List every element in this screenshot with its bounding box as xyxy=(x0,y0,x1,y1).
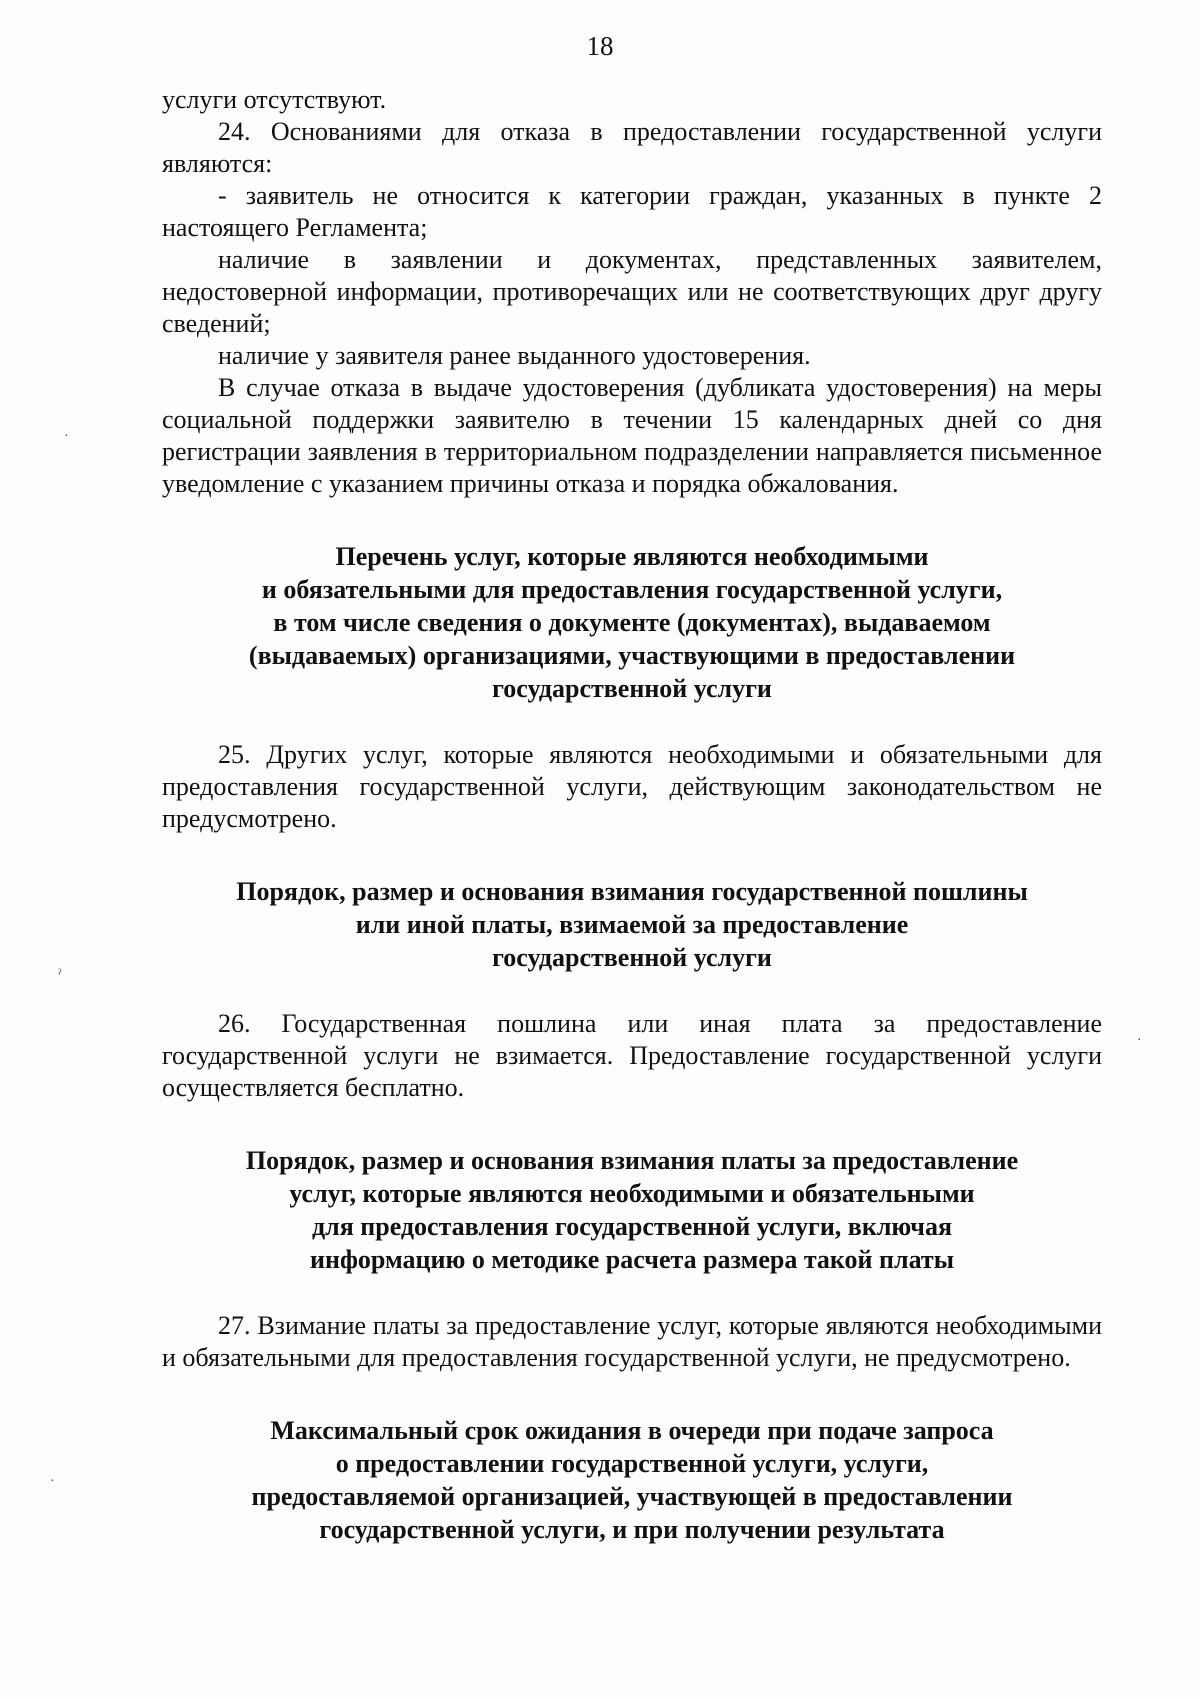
heading-line: государственной услуги, и при получении результата xyxy=(319,1515,945,1544)
heading-line: Перечень услуг, которые являются необходимыми xyxy=(335,542,929,571)
heading-line: Максимальный срок ожидания в очереди при подаче запроса xyxy=(270,1416,994,1445)
paragraph-item-27: 27. Взимание платы за предоставление услуг, которые являются необходимыми и обязательными для предоставления государственной услуги, не предусмотрено. xyxy=(162,1311,1102,1372)
document-body xyxy=(162,84,1102,1546)
heading-line: для предоставления государственной услуги, включая xyxy=(311,1212,953,1241)
paragraph-item-25: 25. Других услуг, которые являются необходимыми и обязательными для предоставления государственной услуги, действующим законодательством не предусмотрено. xyxy=(162,740,1102,833)
heading-line: (выдаваемых) организациями, участвующими в предоставлении xyxy=(248,641,1016,670)
heading-line: государственной услуги xyxy=(492,674,772,703)
paragraph-refusal-reason-1: - заявитель не относится к категории граждан, указанных в пункте 2 настоящего Регламента; xyxy=(162,181,1102,242)
heading-line: о предоставлении государственной услуги, услуги, xyxy=(335,1449,929,1478)
scan-speck: · xyxy=(64,429,69,444)
scan-speck: ˀ xyxy=(58,967,62,982)
page-number: 18 xyxy=(586,31,614,61)
paragraph-item-26: 26. Государственная пошлина или иная плата за предоставление государственной услуги не взимается. Предоставление государственной услуги осуществляется бесплатно. xyxy=(162,1009,1102,1102)
scan-speck: · xyxy=(50,1474,55,1489)
scan-speck: · xyxy=(1137,1033,1142,1048)
section-heading-queue-time xyxy=(162,1414,1102,1546)
paragraph-continuation: услуги отсутствуют. xyxy=(162,85,387,114)
paragraph-refusal-notice: В случае отказа в выдаче удостоверения (дубликата удостоверения) на меры социальной поддержки заявителю в течении 15 календарных дней со дня регистрации заявления в территориальном подразделении направляется письменное уведомление с указанием причины отказа и порядка обжалования. xyxy=(162,373,1102,498)
heading-line: информацию о методике расчета размера такой платы xyxy=(309,1245,954,1274)
section-heading-service-fee xyxy=(162,1144,1102,1276)
section-heading-state-fee xyxy=(162,875,1102,974)
section-heading-required-services xyxy=(162,540,1102,705)
heading-line: Порядок, размер и основания взимания платы за предоставление xyxy=(245,1146,1019,1175)
heading-line: Порядок, размер и основания взимания государственной пошлины xyxy=(236,877,1028,906)
heading-line: и обязательными для предоставления государственной услуги, xyxy=(261,575,1003,604)
heading-line: предоставляемой организацией, участвующей в предоставлении xyxy=(251,1482,1013,1511)
heading-line: или иной платы, взимаемой за предоставление xyxy=(355,910,909,939)
paragraph-refusal-reason-3: наличие у заявителя ранее выданного удостоверения. xyxy=(218,341,811,370)
paragraph-refusal-reason-2: наличие в заявлении и документах, представленных заявителем, недостоверной информации, противоречащих или не соответствующих друг другу сведений; xyxy=(162,245,1102,338)
heading-line: в том числе сведения о документе (документах), выдаваемом xyxy=(273,608,991,637)
paragraph-item-24: 24. Основаниями для отказа в предоставлении государственной услуги являются: xyxy=(162,117,1102,178)
heading-line: государственной услуги xyxy=(492,943,772,972)
heading-line: услуг, которые являются необходимыми и обязательными xyxy=(289,1179,975,1208)
